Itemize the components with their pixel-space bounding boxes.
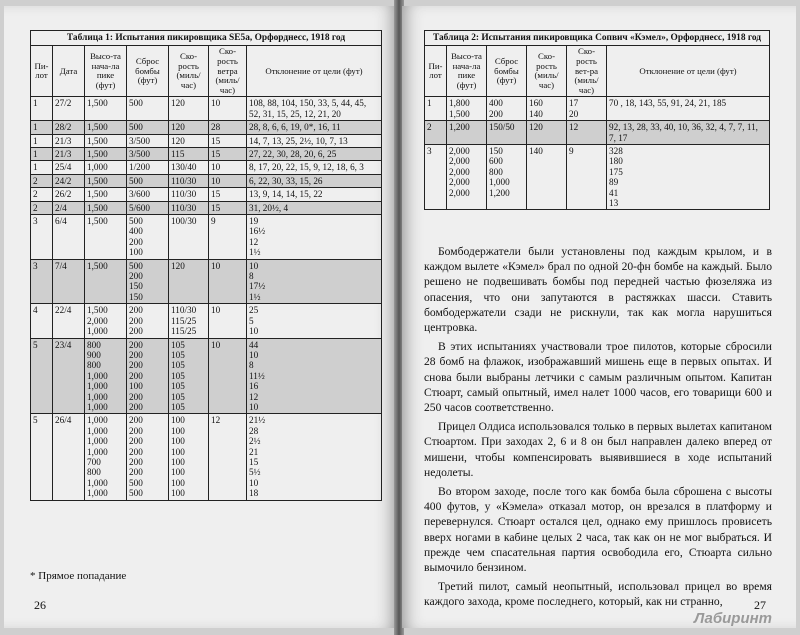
table-2-cell: 2	[425, 121, 447, 145]
table-1-cell: 1,500	[85, 121, 127, 134]
table-row	[31, 215, 382, 260]
table-1-cell: 19 16½ 12 1½	[247, 215, 382, 260]
table-1-cell: 15	[209, 134, 247, 147]
table-1-cell: 1,000	[85, 161, 127, 174]
table-2-cell: 1,800 1,500	[447, 97, 487, 121]
table-1-header-6: Отклонение от цели (фут)	[247, 46, 382, 97]
table-1-cell: 130/40	[169, 161, 209, 174]
table-2-cell: 12	[567, 121, 607, 145]
table-1-cell: 3/500	[127, 134, 169, 147]
table-1-cell: 115	[169, 148, 209, 161]
paragraph: Бомбодержатели были установлены под каждым крылом, и в каждом вылете «Кэмел» брал по одной 20-фн бомбе на каждый. Было решено не подвешивать бомбы под передней частью фюзеляжа из опасения, что они запутаются в растяжках шасси. Ставить бомбодержатели сзади не рискнули, так как могла нарушиться центровка.	[424, 245, 772, 335]
table-1-cell: 13, 9, 14, 14, 15, 22	[247, 188, 382, 201]
table-2-body	[425, 97, 770, 210]
table-1-title: Таблица 1: Испытания пикировщика SE5a, Орфорднесс, 1918 год	[31, 31, 382, 46]
table-row	[31, 414, 382, 500]
table-1-cell: 1,500	[85, 97, 127, 121]
table-1-cell: 1	[31, 148, 53, 161]
table-1-cell: 500	[127, 121, 169, 134]
table-1-cell: 10	[209, 97, 247, 121]
table-1-cell: 120	[169, 134, 209, 147]
table-2-header-4: Ско-рость вет-ра (миль/ час)	[567, 46, 607, 97]
table-1-cell: 105 105 105 105 105 105 105	[169, 338, 209, 414]
table-1-cell: 25/4	[53, 161, 85, 174]
table-2-cell: 120	[527, 121, 567, 145]
table-1-cell: 1	[31, 121, 53, 134]
labirint-logo-watermark: Лабиринт	[694, 610, 773, 627]
table-1-cell: 27, 22, 30, 28, 20, 6, 25	[247, 148, 382, 161]
table-1-cell: 44 10 8 11½ 16 12 10	[247, 338, 382, 414]
table-row	[31, 338, 382, 414]
table-row	[31, 134, 382, 147]
table-1-header-2: Высо-та нача-ла пике (фут)	[85, 46, 127, 97]
table-1-cell: 10	[209, 174, 247, 187]
table-1-cell: 27/2	[53, 97, 85, 121]
table-2-cell: 150/50	[487, 121, 527, 145]
table-2-header-row	[425, 46, 770, 97]
table-1-cell: 1/200	[127, 161, 169, 174]
table-1-cell: 108, 88, 104, 150, 33, 5, 44, 45, 52, 31, 15, 25, 12, 21, 20	[247, 97, 382, 121]
left-page	[4, 6, 396, 628]
table-1-cell: 28	[209, 121, 247, 134]
table-1-cell: 1,000 1,000 1,000 1,000 700 800 1,000 1,000	[85, 414, 127, 500]
table-1-cell: 3	[31, 259, 53, 304]
table-1	[30, 30, 382, 501]
table-row	[425, 97, 770, 121]
table-row	[31, 121, 382, 134]
table-1-cell: 10 8 17½ 1½	[247, 259, 382, 304]
table-1-cell: 26/2	[53, 188, 85, 201]
table-1-cell: 4	[31, 304, 53, 338]
body-text	[424, 244, 772, 614]
table-2-header-3: Ско-рость (миль/ час)	[527, 46, 567, 97]
table-2-cell: 1	[425, 97, 447, 121]
table-row	[31, 161, 382, 174]
table-1-cell: 100/30	[169, 215, 209, 260]
table-2-header-0: Пи-лот	[425, 46, 447, 97]
table-1-cell: 1,500	[85, 215, 127, 260]
table-1-header-3: Сброс бомбы (фут)	[127, 46, 169, 97]
table-1-cell: 24/2	[53, 174, 85, 187]
table-1-body	[31, 97, 382, 500]
table-row	[31, 97, 382, 121]
table-1-cell: 110/30	[169, 188, 209, 201]
table-1-cell: 1,500	[85, 259, 127, 304]
table-row	[31, 148, 382, 161]
table-2-header-2: Сброс бомбы (фут)	[487, 46, 527, 97]
table-1-cell: 5	[31, 414, 53, 500]
table-1-cell: 14, 7, 13, 25, 2½, 10, 7, 13	[247, 134, 382, 147]
table-2-cell: 150 600 800 1,000 1,200	[487, 145, 527, 210]
table-1-cell: 15	[209, 148, 247, 161]
table-1-cell: 6, 22, 30, 33, 15, 26	[247, 174, 382, 187]
table-1-cell: 3/600	[127, 188, 169, 201]
table-1-cell: 1,500	[85, 174, 127, 187]
page-number-right: 27	[754, 598, 766, 612]
table-1-cell: 10	[209, 304, 247, 338]
table-row	[31, 188, 382, 201]
table-1-cell: 1,500	[85, 201, 127, 214]
table-1-cell: 200 200 200	[127, 304, 169, 338]
table-1-header-5: Ско-рость ветра (миль/ час)	[209, 46, 247, 97]
table-2-cell: 17 20	[567, 97, 607, 121]
paragraph: Прицел Олдиса использовался только в первых вылетах капитаном Стюартом. При заходах 2, 6 и 8 он был направлен далеко вперед от мишени, чтобы компенсировать выявившиеся в ходе испытаний недолеты.	[424, 420, 772, 479]
table-1-cell: 28/2	[53, 121, 85, 134]
table-1-cell: 500	[127, 97, 169, 121]
table-1-cell: 500	[127, 174, 169, 187]
table-row	[31, 201, 382, 214]
table-1-cell: 200 200 200 200 200 200 500 500	[127, 414, 169, 500]
table-1-cell: 100 100 100 100 100 100 100 100	[169, 414, 209, 500]
table-row	[31, 304, 382, 338]
table-row	[31, 259, 382, 304]
table-1-cell: 200 200 200 200 100 200 200	[127, 338, 169, 414]
table-1-cell: 6/4	[53, 215, 85, 260]
table-1-cell: 3	[31, 215, 53, 260]
table-1-cell: 1	[31, 97, 53, 121]
table-1-cell: 15	[209, 188, 247, 201]
table-1-cell: 800 900 800 1,000 1,000 1,000 1,000	[85, 338, 127, 414]
table-1-cell: 7/4	[53, 259, 85, 304]
table-1-cell: 120	[169, 97, 209, 121]
table-1-header-4: Ско-рость (миль/ час)	[169, 46, 209, 97]
table-1-cell: 120	[169, 121, 209, 134]
table-1-cell: 1	[31, 161, 53, 174]
table-1-cell: 5	[31, 338, 53, 414]
paragraph: В этих испытаниях участвовали трое пилотов, которые сбросили 28 бомб на флажок, изображавший мишень еще в первых опытах. И снова были выбраны летчики с самым различным опытом. Капитан Стюарт, самый опытный, имел налет 1000 часов, его товарищи 600 и 250 часов соответственно.	[424, 340, 772, 415]
table-2-header-1: Высо-та нача-ла пике (фут)	[447, 46, 487, 97]
table-row	[31, 174, 382, 187]
table-1-cell: 2	[31, 174, 53, 187]
table-2-cell: 70 , 18, 143, 55, 91, 24, 21, 185	[607, 97, 770, 121]
table-2	[424, 30, 770, 210]
table-2-cell: 328 180 175 89 41 13	[607, 145, 770, 210]
table-1-header-row	[31, 46, 382, 97]
table-1-cell: 1,500	[85, 188, 127, 201]
table-1-cell: 2	[31, 201, 53, 214]
table-1-cell: 120	[169, 259, 209, 304]
table-2-cell: 9	[567, 145, 607, 210]
table-1-cell: 22/4	[53, 304, 85, 338]
table-1-cell: 12	[209, 414, 247, 500]
table-1-cell: 25 5 10	[247, 304, 382, 338]
right-page	[402, 6, 796, 628]
footnote: * Прямое попадание	[30, 570, 127, 582]
table-2-cell: 92, 13, 28, 33, 40, 10, 36, 32, 4, 7, 7, 11, 7, 17	[607, 121, 770, 145]
table-1-cell: 500 400 200 100	[127, 215, 169, 260]
table-2-cell: 3	[425, 145, 447, 210]
table-1-cell: 21/3	[53, 148, 85, 161]
table-1-cell: 28, 8, 6, 6, 19, 0*, 16, 11	[247, 121, 382, 134]
table-1-cell: 2/4	[53, 201, 85, 214]
table-1-cell: 1,500	[85, 148, 127, 161]
paragraph: Во втором заходе, после того как бомба была сброшена с высоты 400 футов, у «Кэмела» отказал мотор, он врезался в платформу и перевернулся. Стюарт остался цел, однако ему пришлось провисеть вверх ногами в кабине целых 2 часа, так как он не мог выбраться. И прежде чем спасательная партия освободила его, Стюарта сильно вымочило бензином.	[424, 485, 772, 575]
table-1-header-1: Дата	[53, 46, 85, 97]
table-2-cell: 2,000 2,000 2,000 2,000 2,000	[447, 145, 487, 210]
table-row	[425, 121, 770, 145]
table-1-cell: 500 200 150 150	[127, 259, 169, 304]
table-row	[425, 145, 770, 210]
table-1-cell: 110/30	[169, 174, 209, 187]
table-2-cell: 1,200	[447, 121, 487, 145]
table-2-title: Таблица 2: Испытания пикировщика Сопвич «Кэмел», Орфорднесс, 1918 год	[425, 31, 770, 46]
table-1-cell: 1,500 2,000 1,000	[85, 304, 127, 338]
table-2-header-5: Отклонение от цели (фут)	[607, 46, 770, 97]
table-1-cell: 2	[31, 188, 53, 201]
table-1-cell: 10	[209, 161, 247, 174]
table-1-cell: 21/3	[53, 134, 85, 147]
table-1-cell: 1	[31, 134, 53, 147]
table-1-cell: 5/600	[127, 201, 169, 214]
page-number-left: 26	[34, 598, 46, 612]
table-1-cell: 10	[209, 259, 247, 304]
table-1-cell: 110/30	[169, 201, 209, 214]
table-1-cell: 1,500	[85, 134, 127, 147]
table-1-cell: 10	[209, 338, 247, 414]
table-1-cell: 21½ 28 2½ 21 15 5½ 10 18	[247, 414, 382, 500]
paragraph: Третий пилот, самый неопытный, использовал прицел во время каждого захода, кроме последнего, который, как ни странно,	[424, 580, 772, 609]
table-1-cell: 3/500	[127, 148, 169, 161]
table-1-cell: 26/4	[53, 414, 85, 500]
table-1-cell: 110/30 115/25 115/25	[169, 304, 209, 338]
table-2-cell: 400 200	[487, 97, 527, 121]
table-1-header-0: Пи-лот	[31, 46, 53, 97]
table-1-cell: 15	[209, 201, 247, 214]
table-1-cell: 9	[209, 215, 247, 260]
table-1-cell: 31, 20½, 4	[247, 201, 382, 214]
table-1-cell: 8, 17, 20, 22, 15, 9, 12, 18, 6, 3	[247, 161, 382, 174]
table-2-cell: 140	[527, 145, 567, 210]
table-2-cell: 160 140	[527, 97, 567, 121]
table-1-cell: 23/4	[53, 338, 85, 414]
